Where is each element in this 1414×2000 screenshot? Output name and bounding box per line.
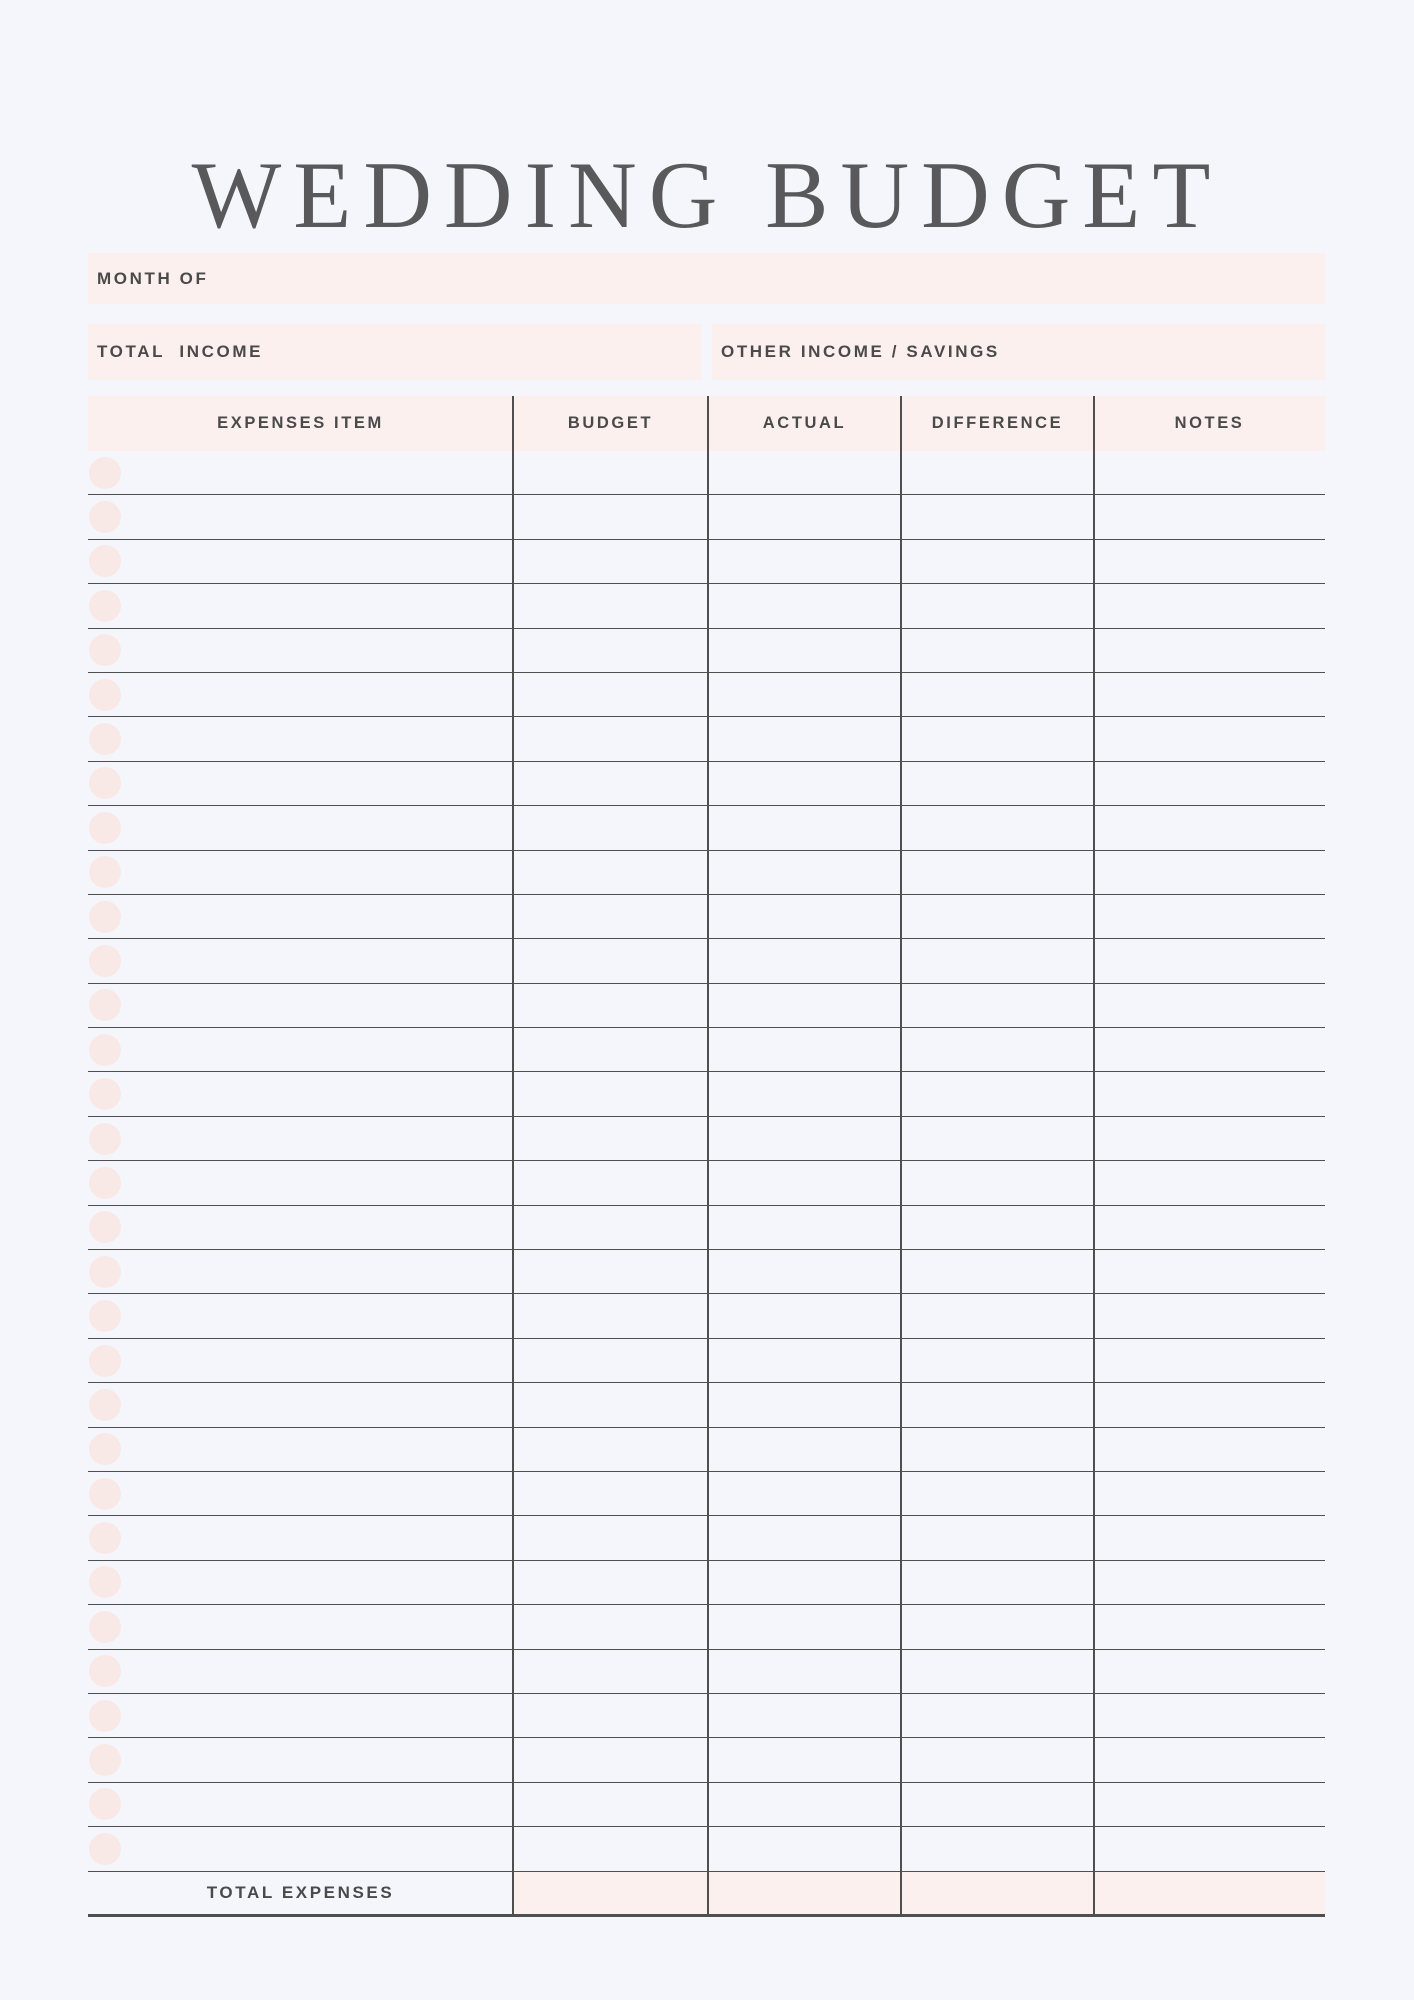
notes-cell[interactable]	[1094, 1383, 1325, 1426]
month-of-label: MONTH OF	[97, 268, 209, 288]
expenses-table	[88, 396, 1325, 1917]
row-dot-icon	[89, 1345, 121, 1377]
difference-cell[interactable]	[901, 1738, 1094, 1781]
notes-cell[interactable]	[1094, 1294, 1325, 1337]
actual-cell[interactable]	[708, 762, 901, 805]
notes-cell[interactable]	[1094, 1605, 1325, 1648]
difference-cell[interactable]	[901, 1472, 1094, 1515]
difference-cell[interactable]	[901, 1783, 1094, 1826]
row-dot-icon	[89, 1034, 121, 1066]
actual-cell[interactable]	[708, 1561, 901, 1604]
expense-item-cell[interactable]	[88, 1072, 513, 1115]
actual-cell[interactable]	[708, 1428, 901, 1471]
difference-cell[interactable]	[901, 1428, 1094, 1471]
notes-cell[interactable]	[1094, 1561, 1325, 1604]
actual-cell[interactable]	[708, 1605, 901, 1648]
difference-cell[interactable]	[901, 1561, 1094, 1604]
notes-cell[interactable]	[1094, 851, 1325, 894]
notes-cell[interactable]	[1094, 1827, 1325, 1870]
column-divider	[900, 396, 902, 1917]
difference-cell[interactable]	[901, 895, 1094, 938]
actual-cell[interactable]	[708, 1294, 901, 1337]
actual-cell[interactable]	[708, 984, 901, 1027]
expense-item-cell[interactable]	[88, 806, 513, 849]
actual-cell[interactable]	[708, 1383, 901, 1426]
column-header-notes: NOTES	[1174, 414, 1245, 432]
actual-cell[interactable]	[708, 806, 901, 849]
column-header-budget: BUDGET	[567, 414, 654, 432]
row-dot-icon	[89, 1123, 121, 1155]
actual-cell[interactable]	[708, 1161, 901, 1204]
actual-cell[interactable]	[708, 451, 901, 494]
expense-item-cell[interactable]	[88, 984, 513, 1027]
difference-cell[interactable]	[901, 939, 1094, 982]
column-header-actual: ACTUAL	[762, 414, 847, 432]
notes-cell[interactable]	[1094, 1428, 1325, 1471]
notes-cell[interactable]	[1094, 1516, 1325, 1559]
row-dot-icon	[89, 1611, 121, 1643]
expense-item-cell[interactable]	[88, 1428, 513, 1471]
expense-item-cell[interactable]	[88, 939, 513, 982]
difference-cell[interactable]	[901, 540, 1094, 583]
notes-cell[interactable]	[1094, 1028, 1325, 1071]
budget-cell[interactable]	[513, 1117, 708, 1160]
budget-cell[interactable]	[513, 851, 708, 894]
expense-item-cell[interactable]	[88, 1028, 513, 1071]
other-income-savings-field[interactable]	[712, 324, 1325, 380]
difference-cell[interactable]	[901, 1117, 1094, 1160]
row-dot-icon	[89, 545, 121, 577]
difference-cell[interactable]	[901, 1383, 1094, 1426]
difference-cell[interactable]	[901, 1339, 1094, 1382]
actual-cell[interactable]	[708, 1028, 901, 1071]
difference-cell[interactable]	[901, 495, 1094, 538]
row-dot-icon	[89, 1788, 121, 1820]
expense-item-cell[interactable]	[88, 673, 513, 716]
budget-cell[interactable]	[513, 984, 708, 1027]
difference-cell[interactable]	[901, 1294, 1094, 1337]
row-dot-icon	[89, 1478, 121, 1510]
row-dot-icon	[89, 856, 121, 888]
expense-item-cell[interactable]	[88, 451, 513, 494]
row-dot-icon	[89, 1433, 121, 1465]
actual-cell[interactable]	[708, 1072, 901, 1115]
row-dot-icon	[89, 1300, 121, 1332]
column-divider	[1093, 396, 1095, 1917]
budget-cell[interactable]	[513, 1250, 708, 1293]
row-dot-icon	[89, 1744, 121, 1776]
total-notes-cell[interactable]	[1094, 1872, 1325, 1914]
actual-cell[interactable]	[708, 584, 901, 627]
actual-cell[interactable]	[708, 939, 901, 982]
notes-cell[interactable]	[1094, 984, 1325, 1027]
budget-cell[interactable]	[513, 1827, 708, 1870]
difference-cell[interactable]	[901, 1694, 1094, 1737]
difference-cell[interactable]	[901, 673, 1094, 716]
budget-cell[interactable]	[513, 1650, 708, 1693]
budget-cell[interactable]	[513, 1339, 708, 1382]
difference-cell[interactable]	[901, 806, 1094, 849]
row-dot-icon	[89, 1522, 121, 1554]
total-difference-cell[interactable]	[901, 1872, 1094, 1914]
expense-item-cell[interactable]	[88, 1738, 513, 1781]
notes-cell[interactable]	[1094, 1161, 1325, 1204]
row-dot-icon	[89, 1700, 121, 1732]
total-actual-cell[interactable]	[708, 1872, 901, 1914]
expense-item-cell[interactable]	[88, 1783, 513, 1826]
difference-cell[interactable]	[901, 451, 1094, 494]
budget-cell[interactable]	[513, 629, 708, 672]
notes-cell[interactable]	[1094, 1206, 1325, 1249]
budget-cell[interactable]	[513, 1294, 708, 1337]
budget-cell[interactable]	[513, 1516, 708, 1559]
notes-cell[interactable]	[1094, 1694, 1325, 1737]
budget-cell[interactable]	[513, 451, 708, 494]
total-income-label: TOTAL INCOME	[97, 342, 264, 361]
expense-item-cell[interactable]	[88, 1339, 513, 1382]
difference-cell[interactable]	[901, 1650, 1094, 1693]
budget-cell[interactable]	[513, 1383, 708, 1426]
row-dot-icon	[89, 1566, 121, 1598]
expense-item-cell[interactable]	[88, 1472, 513, 1515]
budget-cell[interactable]	[513, 806, 708, 849]
row-dot-icon	[89, 812, 121, 844]
notes-cell[interactable]	[1094, 1339, 1325, 1382]
notes-cell[interactable]	[1094, 717, 1325, 760]
notes-cell[interactable]	[1094, 1072, 1325, 1115]
difference-cell[interactable]	[901, 629, 1094, 672]
budget-cell[interactable]	[513, 717, 708, 760]
difference-cell[interactable]	[901, 1028, 1094, 1071]
row-dot-icon	[89, 1833, 121, 1865]
expense-item-cell[interactable]	[88, 1383, 513, 1426]
notes-cell[interactable]	[1094, 895, 1325, 938]
difference-cell[interactable]	[901, 984, 1094, 1027]
notes-cell[interactable]	[1094, 1783, 1325, 1826]
actual-cell[interactable]	[708, 1827, 901, 1870]
difference-cell[interactable]	[901, 1516, 1094, 1559]
row-dot-icon	[89, 679, 121, 711]
expense-item-cell[interactable]	[88, 1605, 513, 1648]
expense-item-cell[interactable]	[88, 1206, 513, 1249]
difference-cell[interactable]	[901, 717, 1094, 760]
difference-cell[interactable]	[901, 1161, 1094, 1204]
expense-item-cell[interactable]	[88, 851, 513, 894]
budget-cell[interactable]	[513, 1472, 708, 1515]
budget-cell[interactable]	[513, 1161, 708, 1204]
actual-cell[interactable]	[708, 895, 901, 938]
actual-cell[interactable]	[708, 1206, 901, 1249]
actual-cell[interactable]	[708, 851, 901, 894]
row-dot-icon	[89, 1655, 121, 1687]
actual-cell[interactable]	[708, 673, 901, 716]
actual-cell[interactable]	[708, 1250, 901, 1293]
notes-cell[interactable]	[1094, 1250, 1325, 1293]
notes-cell[interactable]	[1094, 806, 1325, 849]
budget-cell[interactable]	[513, 762, 708, 805]
budget-cell[interactable]	[513, 895, 708, 938]
actual-cell[interactable]	[708, 1472, 901, 1515]
difference-cell[interactable]	[901, 1827, 1094, 1870]
difference-cell[interactable]	[901, 584, 1094, 627]
row-dot-icon	[89, 501, 121, 533]
notes-cell[interactable]	[1094, 1117, 1325, 1160]
row-dot-icon	[89, 457, 121, 489]
difference-cell[interactable]	[901, 1605, 1094, 1648]
difference-cell[interactable]	[901, 762, 1094, 805]
expense-item-cell[interactable]	[88, 1161, 513, 1204]
expense-item-cell[interactable]	[88, 1117, 513, 1160]
other-income-savings-label: OTHER INCOME / SAVINGS	[721, 342, 1000, 361]
budget-cell[interactable]	[513, 1783, 708, 1826]
page-title: WEDDING BUDGET	[191, 141, 1223, 248]
actual-cell[interactable]	[708, 1738, 901, 1781]
total-budget-cell[interactable]	[513, 1872, 708, 1914]
row-dot-icon	[89, 634, 121, 666]
budget-cell[interactable]	[513, 1561, 708, 1604]
column-header-expenses-item: EXPENSES ITEM	[217, 414, 384, 432]
expense-item-cell[interactable]	[88, 495, 513, 538]
column-divider	[512, 396, 514, 1917]
notes-cell[interactable]	[1094, 673, 1325, 716]
notes-cell[interactable]	[1094, 584, 1325, 627]
expense-item-cell[interactable]	[88, 762, 513, 805]
notes-cell[interactable]	[1094, 540, 1325, 583]
actual-cell[interactable]	[708, 1516, 901, 1559]
difference-cell[interactable]	[901, 851, 1094, 894]
budget-cell[interactable]	[513, 673, 708, 716]
actual-cell[interactable]	[708, 495, 901, 538]
budget-cell[interactable]	[513, 1206, 708, 1249]
budget-cell[interactable]	[513, 584, 708, 627]
budget-cell[interactable]	[513, 1072, 708, 1115]
notes-cell[interactable]	[1094, 495, 1325, 538]
budget-cell[interactable]	[513, 495, 708, 538]
actual-cell[interactable]	[708, 1650, 901, 1693]
row-dot-icon	[89, 1389, 121, 1421]
notes-cell[interactable]	[1094, 762, 1325, 805]
row-dot-icon	[89, 767, 121, 799]
notes-cell[interactable]	[1094, 451, 1325, 494]
budget-cell[interactable]	[513, 1694, 708, 1737]
row-dot-icon	[89, 1256, 121, 1288]
actual-cell[interactable]	[708, 629, 901, 672]
expense-item-cell[interactable]	[88, 1250, 513, 1293]
notes-cell[interactable]	[1094, 1472, 1325, 1515]
row-dot-icon	[89, 590, 121, 622]
column-header-difference: DIFFERENCE	[931, 414, 1064, 432]
row-dot-icon	[89, 945, 121, 977]
expense-item-cell[interactable]	[88, 1294, 513, 1337]
budget-cell[interactable]	[513, 1605, 708, 1648]
difference-cell[interactable]	[901, 1072, 1094, 1115]
actual-cell[interactable]	[708, 540, 901, 583]
notes-cell[interactable]	[1094, 939, 1325, 982]
expense-item-cell[interactable]	[88, 584, 513, 627]
expense-item-cell[interactable]	[88, 1827, 513, 1870]
actual-cell[interactable]	[708, 1783, 901, 1826]
row-dot-icon	[89, 989, 121, 1021]
row-dot-icon	[89, 901, 121, 933]
actual-cell[interactable]	[708, 717, 901, 760]
budget-cell[interactable]	[513, 1028, 708, 1071]
expense-item-cell[interactable]	[88, 540, 513, 583]
budget-cell[interactable]	[513, 1738, 708, 1781]
total-income-field[interactable]	[88, 324, 701, 380]
expense-item-cell[interactable]	[88, 629, 513, 672]
notes-cell[interactable]	[1094, 1650, 1325, 1693]
expense-item-cell[interactable]	[88, 1694, 513, 1737]
row-dot-icon	[89, 1167, 121, 1199]
actual-cell[interactable]	[708, 1117, 901, 1160]
budget-cell[interactable]	[513, 939, 708, 982]
expense-item-cell[interactable]	[88, 895, 513, 938]
row-dot-icon	[89, 1078, 121, 1110]
month-of-field[interactable]	[88, 253, 1325, 304]
expense-item-cell[interactable]	[88, 1516, 513, 1559]
row-dot-icon	[89, 723, 121, 755]
notes-cell[interactable]	[1094, 1738, 1325, 1781]
column-divider	[707, 396, 709, 1917]
actual-cell[interactable]	[708, 1339, 901, 1382]
budget-cell[interactable]	[513, 540, 708, 583]
expense-item-cell[interactable]	[88, 717, 513, 760]
expense-item-cell[interactable]	[88, 1561, 513, 1604]
notes-cell[interactable]	[1094, 629, 1325, 672]
budget-cell[interactable]	[513, 1428, 708, 1471]
total-expenses-label: TOTAL EXPENSES	[206, 1882, 395, 1902]
difference-cell[interactable]	[901, 1206, 1094, 1249]
row-dot-icon	[89, 1211, 121, 1243]
expense-item-cell[interactable]	[88, 1650, 513, 1693]
difference-cell[interactable]	[901, 1250, 1094, 1293]
actual-cell[interactable]	[708, 1694, 901, 1737]
